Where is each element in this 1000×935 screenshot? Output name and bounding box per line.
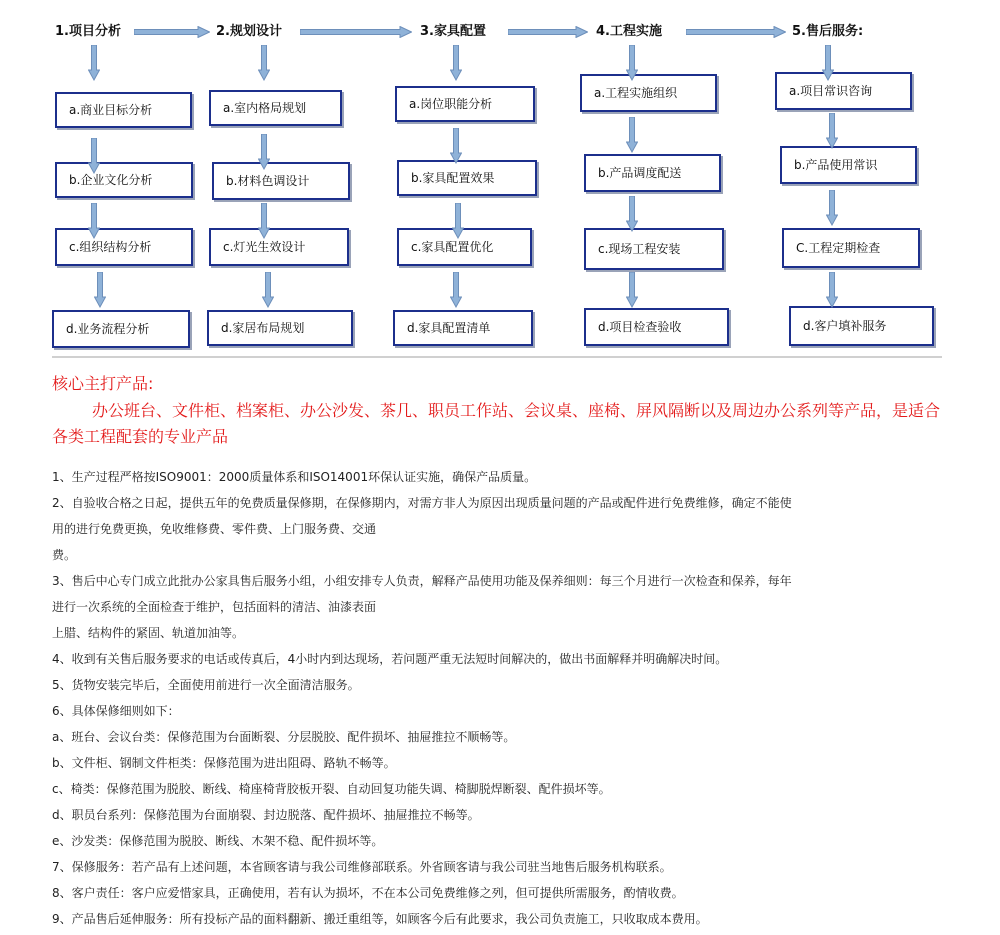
service-policy-list: [52, 464, 952, 932]
policy-line: 4、收到有关售后服务要求的电话或传真后，4小时内到达现场，若问题严重无法短时间解决的，做出书面解释并明确解决时间。: [52, 652, 728, 666]
policy-line: 7、保修服务：若产品有上述问题，本省顾客请与我公司维修部联系。外省顾客请与我公司驻当地售后服务机构联系。: [52, 860, 672, 874]
flow-step-box: c.家具配置优化: [397, 228, 532, 266]
policy-line: b、文件柜、钢制文件柜类：保修范围为进出阻碍、路轨不畅等。: [52, 756, 396, 770]
flow-step-box: d.项目检查验收: [584, 308, 729, 346]
policy-line: e、沙发类：保修范围为脱胶、断线、木架不稳、配件损坏等。: [52, 834, 384, 848]
flow-step-box: d.家居布局规划: [207, 310, 353, 346]
flow-down-arrow: [258, 45, 270, 81]
flow-down-arrow: [452, 203, 464, 239]
flow-down-arrow: [88, 203, 100, 239]
flow-down-arrow: [450, 272, 462, 308]
policy-line: 进行一次系统的全面检查于维护，包括面料的清洁、油漆表面: [52, 600, 377, 614]
flow-down-arrow: [826, 113, 838, 149]
flow-step-box: a.项目常识咨询: [775, 72, 912, 110]
policy-line: 2、自验收合格之日起，提供五年的免费质量保修期，在保修期内，对需方非人为原因出现质量问题的产品或配件进行免费维修，确定不能使: [52, 496, 792, 510]
flow-step-box: d.家具配置清单: [393, 310, 533, 346]
policy-line: 6、具体保修细则如下：: [52, 704, 180, 718]
flow-step-box: c.灯光生效设计: [209, 228, 349, 266]
flow-down-arrow: [450, 128, 462, 164]
core-products-body: 办公班台、文件柜、档案柜、办公沙发、茶几、职员工作站、会议桌、座椅、屏风隔断以及周边办公系列等产品，是适合各类工程配套的专业产品: [52, 401, 941, 446]
core-products-title: 核心主打产品:: [52, 374, 154, 393]
flow-step-box: b.产品使用常识: [780, 146, 917, 184]
flow-down-arrow: [94, 272, 106, 308]
flow-down-arrow: [626, 196, 638, 232]
policy-line: 3、售后中心专门成立此批办公家具售后服务小组，小组安排专人负责，解释产品使用功能及保养细则：每三个月进行一次检查和保养，每年: [52, 574, 792, 588]
policy-line: d、职员台系列：保修范围为台面崩裂、封边脱落、配件损坏、抽屉推拉不畅等。: [52, 808, 480, 822]
flow-down-arrow: [258, 203, 270, 239]
flow-down-arrow: [626, 272, 638, 308]
policy-line: 上腊、结构件的紧固、轨道加油等。: [52, 626, 245, 640]
flow-down-arrow: [826, 272, 838, 308]
section-divider: [52, 356, 942, 358]
policy-line: 费。: [52, 548, 77, 562]
policy-line: 1、生产过程严格按ISO9001：2000质量体系和ISO14001环保认证实施，确保产品质量。: [52, 470, 537, 484]
flow-down-arrow: [626, 117, 638, 153]
flow-step-box: d.客户填补服务: [789, 306, 934, 346]
stage-title: 4.工程实施: [596, 24, 662, 39]
flow-step-box: b.产品调度配送: [584, 154, 721, 192]
flow-step-box: a.室内格局规划: [209, 90, 342, 126]
flow-step-box: a.岗位职能分析: [395, 86, 535, 122]
flow-step-box: b.材料色调设计: [212, 162, 350, 200]
policy-line: a、班台、会议台类：保修范围为台面断裂、分层脱胶、配件损坏、抽屉推拉不顺畅等。: [52, 730, 516, 744]
flow-down-arrow: [822, 45, 834, 81]
flow-right-arrow: [300, 26, 412, 38]
stage-title: 2.规划设计: [216, 24, 282, 39]
flow-step-box: c.组织结构分析: [55, 228, 193, 266]
flow-step-box: c.现场工程安装: [584, 228, 724, 270]
flow-right-arrow: [686, 26, 786, 38]
stage-title: 5.售后服务:: [792, 24, 864, 39]
flow-down-arrow: [826, 190, 838, 226]
flow-down-arrow: [626, 45, 638, 81]
flow-step-box: b.企业文化分析: [55, 162, 193, 198]
policy-line: 5、货物安装完毕后，全面使用前进行一次全面清洁服务。: [52, 678, 360, 692]
flow-down-arrow: [88, 45, 100, 81]
flow-down-arrow: [258, 134, 270, 170]
flow-down-arrow: [88, 138, 100, 174]
service-flow-diagram: [0, 0, 1000, 360]
policy-line: 8、客户责任：客户应爱惜家具，正确使用，若有认为损坏，不在本公司免费维修之列，但可提供所需服务，酌情收费。: [52, 886, 684, 900]
stage-title: 3.家具配置: [420, 24, 486, 39]
policy-line: 用的进行免费更换，免收维修费、零件费、上门服务费、交通: [52, 522, 377, 536]
flow-step-box: a.商业目标分析: [55, 92, 192, 128]
policy-line: 9、产品售后延伸服务：所有投标产品的面料翻新、搬迁重组等，如顾客今后有此要求，我公司负责施工，只收取成本费用。: [52, 912, 708, 926]
flow-down-arrow: [262, 272, 274, 308]
flow-right-arrow: [508, 26, 588, 38]
flow-down-arrow: [450, 45, 462, 81]
flow-right-arrow: [134, 26, 210, 38]
flow-step-box: a.工程实施组织: [580, 74, 717, 112]
flow-step-box: d.业务流程分析: [52, 310, 190, 348]
policy-line: c、椅类：保修范围为脱胶、断线、椅座椅背胶板开裂、自动回复功能失调、椅脚脱焊断裂、配件损坏等。: [52, 782, 611, 796]
flow-step-box: C.工程定期检查: [782, 228, 920, 268]
stage-title: 1.项目分析: [55, 24, 121, 39]
flow-step-box: b.家具配置效果: [397, 160, 537, 196]
